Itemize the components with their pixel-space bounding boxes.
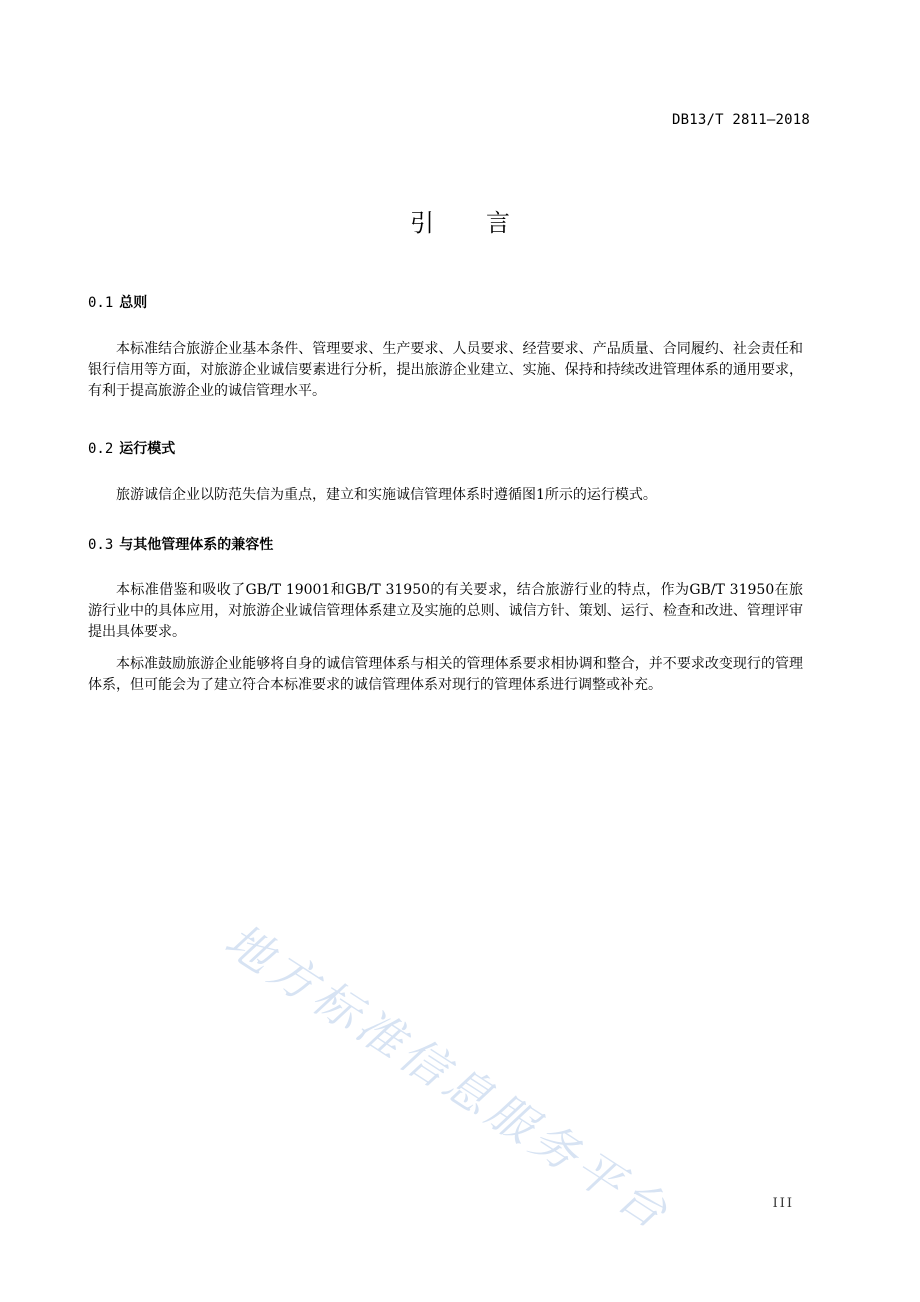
page-title: 引言 <box>410 209 562 237</box>
paragraph-compatibility-2: 本标准鼓励旅游企业能够将自身的诚信管理体系与相关的管理体系要求相协调和整合，并不要求改变现行的管理体系，但可能会为了建立符合本标准要求的诚信管理体系对现行的管理体系进行调整或补充。 <box>88 656 803 693</box>
paragraph-compatibility-1: 本标准借鉴和吸收了GB/T 19001和GB/T 31950的有关要求，结合旅游行业的特点，作为GB/T 31950在旅游行业中的具体应用，对旅游企业诚信管理体系建立及实施的总则、诚信方针、策划、运行、检查和改进、管理评审提出具体要求。 <box>88 582 803 640</box>
watermark: 地方标准信息服务平台 <box>215 912 682 1242</box>
section-heading-compatibility <box>88 534 273 554</box>
section-number: 0.1 <box>88 295 114 311</box>
section-title: 运行模式 <box>119 441 176 457</box>
section-heading-general <box>88 292 147 312</box>
page-number: III <box>772 1196 794 1211</box>
section-number: 0.2 <box>88 441 114 457</box>
standard-code: DB13/T 2811—2018 <box>671 112 810 128</box>
section-title: 与其他管理体系的兼容性 <box>119 537 274 553</box>
section-heading-operation-mode <box>88 438 175 458</box>
paragraph-general: 本标准结合旅游企业基本条件、管理要求、生产要求、人员要求、经营要求、产品质量、合同履约、社会责任和银行信用等方面，对旅游企业诚信要素进行分析，提出旅游企业建立、实施、保持和持续改进管理体系的通用要求，有利于提高旅游企业的诚信管理水平。 <box>88 341 803 399</box>
section-title: 总则 <box>119 295 148 311</box>
section-number: 0.3 <box>88 537 114 553</box>
paragraph-operation-mode: 旅游诚信企业以防范失信为重点，建立和实施诚信管理体系时遵循图1所示的运行模式。 <box>116 487 657 503</box>
